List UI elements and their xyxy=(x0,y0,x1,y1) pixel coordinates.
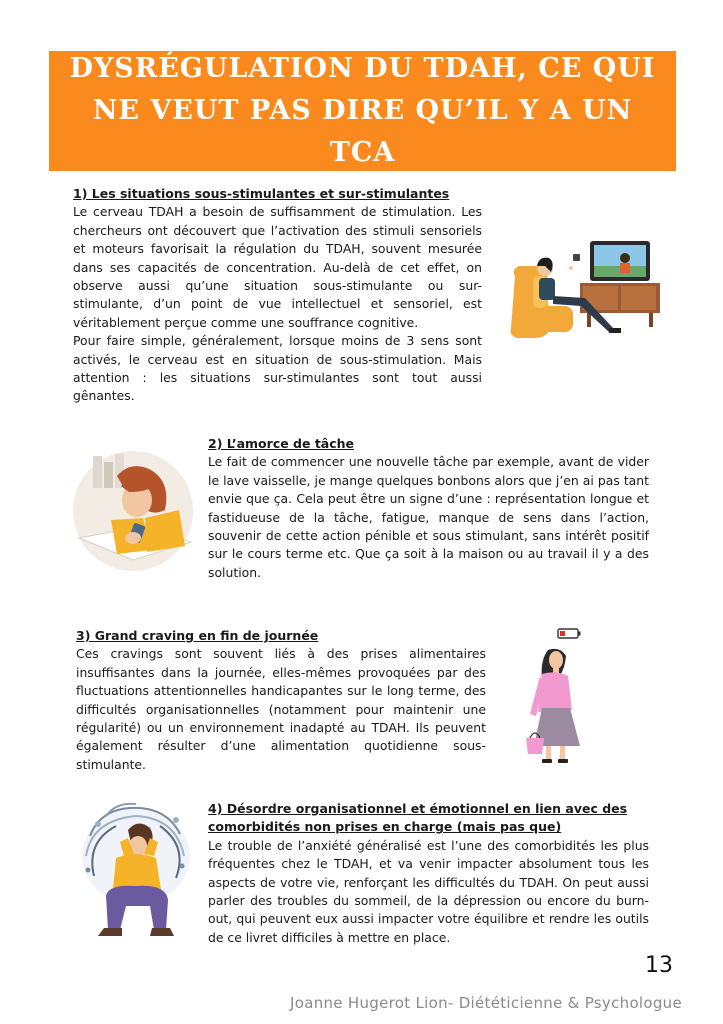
tired-woman-low-battery-illustration xyxy=(520,626,590,768)
section-paragraph: Le trouble de l’anxiété généralisé est l’une des comorbidités les plus fréquentes chez le TDAH, et va venir impacter absolument tous les aspects de votre vie, renforçant les difficultés du TDAH. On peut aussi parler des troubles du sommeil, de la dépression ou encore du burn-out, qui peuvent eux aussi impacter votre équilibre et rendre les outils de ce livret difficiles à mettre en place. xyxy=(208,837,649,945)
section-title: 1) Les situations sous-stimulantes et sur-stimulantes xyxy=(73,186,450,201)
section-paragraph: Le cerveau TDAH a besoin de suffisamment de stimulation. Les chercheurs ont découvert que l’activation des stimuli sensoriels et moteurs favorisait la régulation du TDAH, souvent mesurée dans ses capacités de concentration. Au-delà de cet effet, on observe aussi qu’une situation sous-stimulante ou sur-stimulante, d’un point de vue intellectuel et sensoriel, est véritablement perçue comme une souffrance cognitive. xyxy=(73,204,482,330)
section-evening-craving xyxy=(76,627,486,774)
section-title: 2) L’amorce de tâche xyxy=(208,436,355,451)
title-banner xyxy=(49,51,676,171)
section-organizational-disorder xyxy=(208,800,649,947)
section-understimulation xyxy=(73,185,482,406)
section-paragraph: Le fait de commencer une nouvelle tâche par exemple, avant de vider le lave vaisselle, je mange quelques bonbons alors que j’en ai pas tant envie que ça. Cela peut être un signe d’une : représentation longue et fastidueuse de la tâche, fatigue, manque de sens dans l’action, souvenir de cette action pénible et sous stimulant, sans intérêt positif sur le cours terme etc. Que ça soit à la maison ou au travail il y a des solution. xyxy=(208,454,649,580)
section-title: 3) Grand craving en fin de journée xyxy=(76,628,319,643)
anxious-woman-illustration xyxy=(76,796,196,946)
page-number: 13 xyxy=(645,953,673,978)
page-title: DYSRÉGULATION DU TDAH, CE QUI NE VEUT PAS DIRE QU’IL Y A UN TCA xyxy=(69,53,656,168)
tired-woman-phone-illustration xyxy=(73,446,193,576)
footer-author: Joanne Hugerot Lion- Diététicienne & Psychologue xyxy=(290,994,683,1012)
section-title: 4) Désordre organisationnel et émotionnel en lien avec des comorbidités non prises en charge (mais pas que) xyxy=(208,801,628,835)
section-task-initiation xyxy=(208,435,649,582)
section-paragraph: Pour faire simple, généralement, lorsque moins de 3 sens sont activés, le cerveau est en situation de sous-stimulation. Mais attention : les situations sur-stimulantes sont tout aussi gênantes. xyxy=(73,333,482,404)
woman-watching-tv-illustration xyxy=(505,236,665,346)
section-paragraph: Ces cravings sont souvent liés à des prises alimentaires insuffisantes dans la journée, elles-mêmes provoquées par des fluctuations attentionnelles handicapantes sur le long terme, des difficultés organisationnelles (notamment pour maintenir une régularité) ou un environnement inadapté au TDAH. Ils peuvent également résulter d’une alimentation quotidienne sous-stimulante. xyxy=(76,646,486,772)
